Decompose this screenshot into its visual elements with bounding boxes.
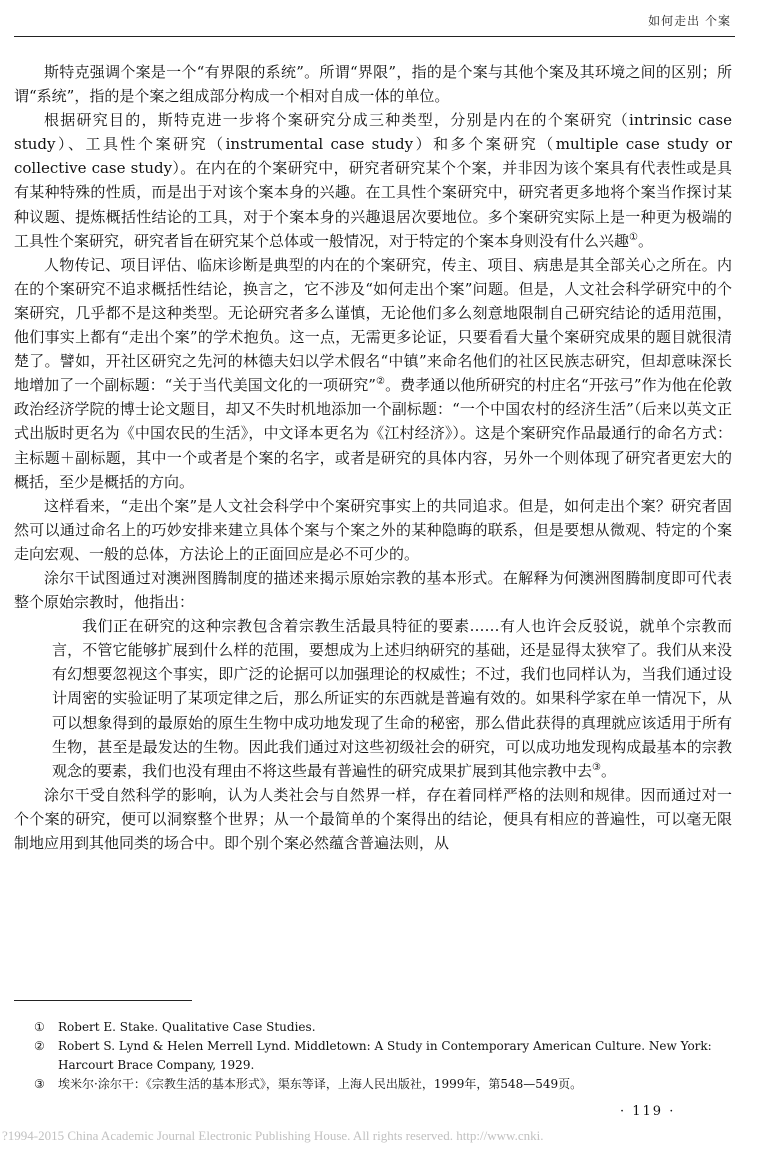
paragraph-2-end: 。 (637, 231, 653, 250)
block-quote-text: 我们正在研究的这种宗教包含着宗教生活最具特征的要素……有人也许会反驳说，就单个宗教而言，不管它能够扩展到什么样的范围，要想成为上述归纳研究的基础，还是显得太狭窄了。我们从来没有幻想要忽视这个事实，即广泛的论据可以加强理论的权威性；不过，我们也同样认为，当我们通过设计周密的实验证明了某项定律之后，那么所证实的东西就是普遍有效的。如果科学家在单一情况下，从可以想象得到的最原始的原生生物中成功地发现了生命的秘密，那么借此获得的真理就应该适用于所有生物，甚至是最发达的生物。因此我们通过对这些初级社会的研究，可以成功地发现构成最基本的宗教观念的要素，我们也没有理由不将这些最有普遍性的研究成果扩展到其他宗教中去 (52, 617, 732, 780)
footnote-ref-2[interactable]: ② (375, 376, 386, 388)
header-rule (14, 36, 735, 37)
running-head: 如何走出 个案 (648, 14, 731, 28)
paragraph-6: 涂尔干受自然科学的影响，认为人类社会与自然界一样，存在着同样严格的法则和规律。因而通过对一个个案的研究，便可以洞察整个世界；从一个最简单的个案得出的结论，便具有相应的普遍性，可以毫无限制地应用到其他同类的场合中。即个别个案必然蕴含普遍法则，从 (14, 785, 732, 852)
paragraph-3-text-a: 人物传记、项目评估、临床诊断是典型的内在的个案研究，传主、项目、病患是其全部关心之所在。内在的个案研究不追求概括性结论，换言之，它不涉及“如何走出个案”问题。但是，人文社会科学研究中的个案研究，几乎都不是这种类型。无论研究者多么谨慎，无论他们多么刻意地限制自己研究结论的适用范围，他们事实上都有“走出个案”的学术抱负。这一点，无需更多论证，只要看看大量个案研究成果的题目就很清楚了。譬如，开社区研究之先河的林德夫妇以学术假名“中镇”来命名他们的社区民族志研究，但却意味深长地增加了一个副标题：“关于当代美国文化的一项研究” (14, 255, 732, 395)
paragraph-3-text-b: 。费孝通以他所研究的村庄名“开弦弓”作为他在伦敦政治经济学院的博士论文题目，却又不失时机地添加一个副标题：“一个中国农村的经济生活”（后来以英文正式出版时更名为《中国农民的生活》，中文译本更名为《江村经济》）。这是个案研究作品最通行的命名方式：主标题＋副标题，其中一个或者是个案的名字，或者是研究的具体内容，另外一个则体现了研究者更宏大的概括，至少是概括的方向。 (14, 376, 733, 491)
copyright-watermark: ?1994-2015 China Academic Journal Electronic Publishing House. All rights reserved. http://www.cnki. (2, 1128, 544, 1143)
footnote-3 (34, 1075, 730, 1094)
footnote-ref-3[interactable]: ③ (592, 761, 601, 773)
block-quote (14, 614, 732, 783)
block-quote-end: 。 (600, 761, 616, 780)
footnote-1 (34, 1018, 730, 1037)
footnote-rule (14, 1000, 192, 1001)
body-text (14, 60, 732, 855)
page-number: · 119 · (620, 1104, 676, 1119)
footnote-2 (34, 1037, 730, 1075)
paragraph-2-text: 根据研究目的，斯特克进一步将个案研究分成三种类型，分别是内在的个案研究（intrinsic case study）、工具性个案研究（instrumental case study）和多个案研究（multiple case study or collective case study）。在内在的个案研究中，研究者研究某个个案，并非因为该个案具有代表性或是具有某种特殊的性质，而是出于对该个案本身的兴趣。在工具性个案研究中，研究者更多地将个案当作探讨某种议题、提炼概括性结论的工具，对于个案本身的兴趣退居次要地位。多个案研究实际上是一种更为极端的工具性个案研究，研究者旨在研究某个总体或一般情况，对于特定的个案本身则没有什么兴趣 (14, 111, 732, 250)
footnote-3-text: 埃米尔·涂尔干：《宗教生活的基本形式》，渠东等译，上海人民出版社，1999年，第548—549页。 (58, 1077, 583, 1091)
paragraph-1: 斯特克强调个案是一个“有界限的系统”。所谓“界限”，指的是个案与其他个案及其环境之间的区别；所谓“系统”，指的是个案之组成部分构成一个相对自成一体的单位。 (14, 63, 732, 106)
footnote-ref-1[interactable]: ① (629, 231, 638, 243)
footnote-1-mark: ① (34, 1020, 45, 1034)
paragraph-2 (14, 108, 732, 253)
paragraph-4: 这样看来，“走出个案”是人文社会科学中个案研究事实上的共同追求。但是，如何走出个案？研究者固然可以通过命名上的巧妙安排来建立具体个案与个案之外的某种隐晦的联系，但是要想从微观、特定的个案走向宏观、一般的总体，方法论上的正面回应是必不可少的。 (14, 496, 732, 563)
footnote-2-mark: ② (34, 1039, 45, 1053)
footnotes (34, 1018, 730, 1094)
paragraph-5: 涂尔干试图通过对澳洲图腾制度的描述来揭示原始宗教的基本形式。在解释为何澳洲图腾制度即可代表整个原始宗教时，他指出： (14, 568, 732, 612)
paragraph-3 (14, 253, 732, 494)
footnote-2-text: Robert S. Lynd & Helen Merrell Lynd. Middletown: A Study in Contemporary American Culture. New York: Harcourt Brace Company, 1929. (58, 1039, 712, 1072)
footnote-1-text: Robert E. Stake. Qualitative Case Studies. (58, 1020, 316, 1034)
footnote-3-mark: ③ (34, 1077, 45, 1091)
